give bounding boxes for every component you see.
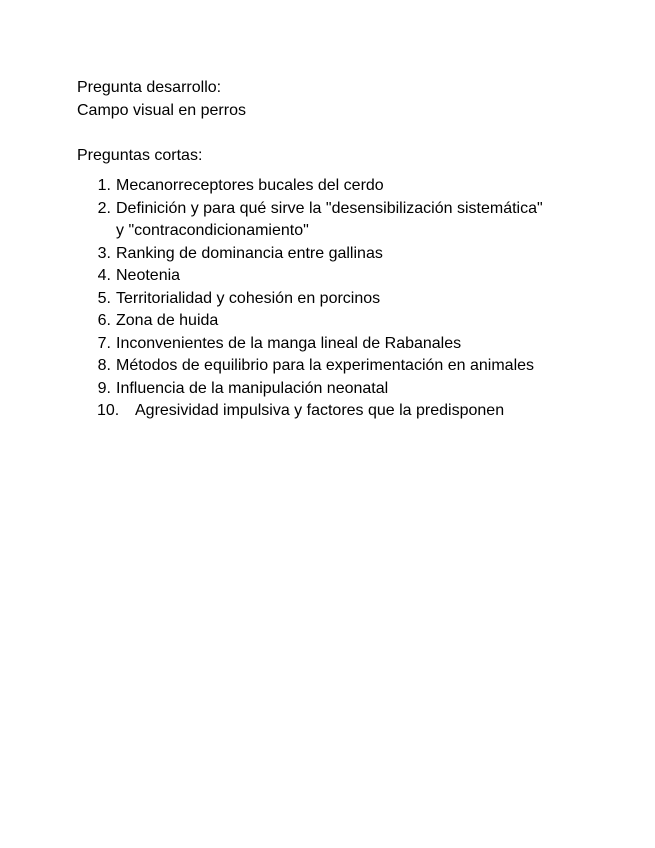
paragraph-spacer [77,122,597,145]
question-number: 7. [97,334,111,352]
question-item [77,265,597,288]
question-text: Influencia de la manipulación neonatal [116,379,389,397]
short-questions-label: Preguntas cortas: [77,146,203,164]
question-number: 5. [97,289,111,307]
question-item [77,243,597,266]
question-item [77,400,597,423]
short-questions-list [77,175,597,423]
question-item [77,310,597,333]
question-text-continued: y "contracondicionamiento" [116,222,309,239]
question-item [77,333,597,356]
document-content [77,77,597,423]
question-text: Mecanorreceptores bucales del cerdo [116,177,384,194]
question-number: 9. [97,379,111,397]
question-number: 8. [97,357,111,374]
question-item [77,198,597,243]
question-number: 2. [97,199,111,217]
question-item [77,355,597,378]
question-number: 1. [97,177,111,194]
question-text: Neotenia [116,267,181,284]
question-number: 6. [97,312,111,329]
question-item [77,378,597,401]
long-question-topic: Campo visual en perros [77,101,246,119]
question-text: Inconvenientes de la manga lineal de Rabanales [116,334,462,352]
question-text: Ranking de dominancia entre gallinas [116,244,383,262]
long-question-label: Pregunta desarrollo: [77,79,222,96]
question-text: Métodos de equilibrio para la experimentación en animales [116,357,535,374]
question-number: 4. [97,267,111,284]
question-number: 10. [97,402,120,419]
question-text: Definición y para qué sirve la "desensibilización sistemática" [116,199,543,217]
question-text: Territorialidad y cohesión en porcinos [116,289,381,307]
question-text: Zona de huida [116,312,219,329]
question-number: 3. [97,244,111,262]
question-item [77,175,597,198]
question-text: Agresividad impulsiva y factores que la predisponen [135,402,505,419]
question-item [77,288,597,311]
